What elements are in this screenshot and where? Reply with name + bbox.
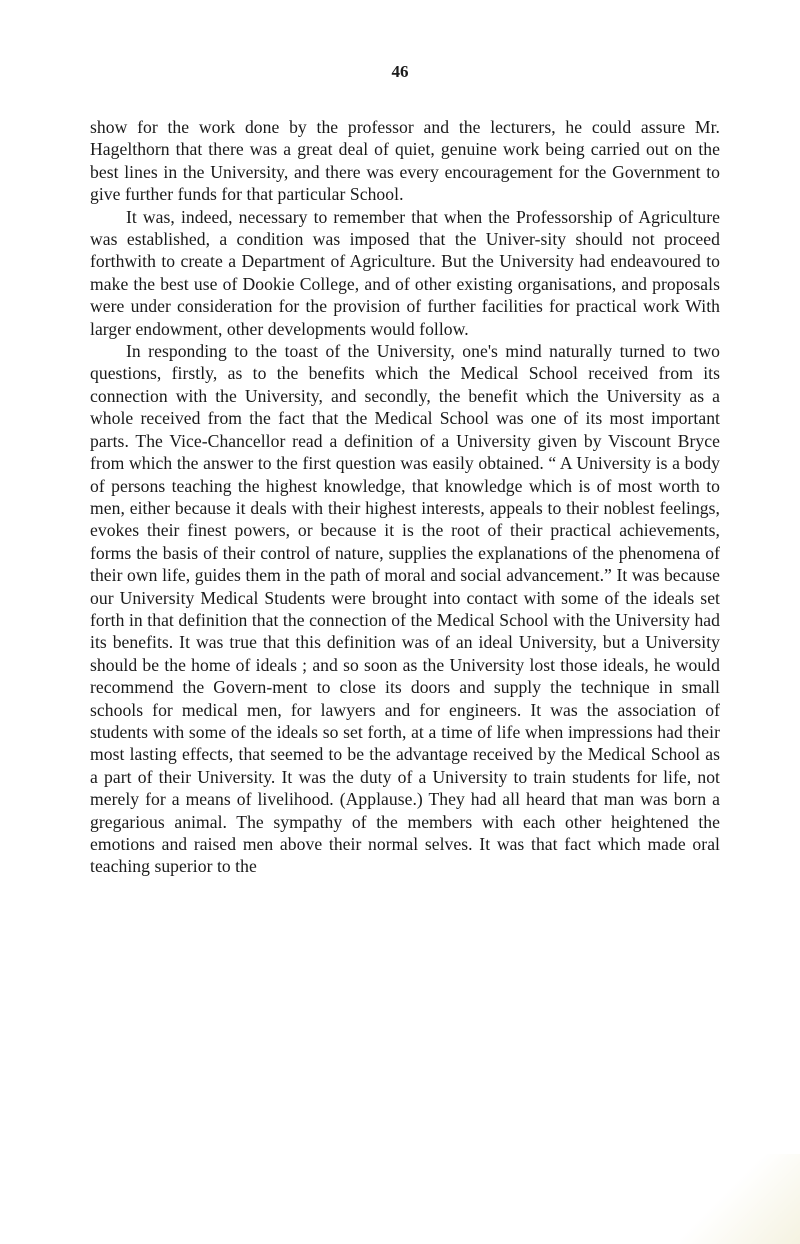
page-number: 46 <box>391 62 409 81</box>
paragraph-2: It was, indeed, necessary to remember that when the Professorship of Agriculture was established, a condition was imposed that the Univer-sity should not proceed forthwith to create a Department of Agriculture. But the University had endeavoured to make the best use of Dookie College, and of other existing organisations, and proposals were under consideration for the provision of further facilities for practical work With larger endowment, other developments would follow. <box>90 206 720 339</box>
paragraph-1: show for the work done by the professor and the lecturers, he could assure Mr. Hagelthorn that there was a great deal of quiet, genuine work being carried out on the best lines in the University, and there was every encouragement for the Government to give further funds for that particular School. <box>90 117 720 205</box>
paragraph-3: In responding to the toast of the University, one's mind naturally turned to two questions, firstly, as to the benefits which the Medical School received from its connection with the University, and secondly, the benefit which the University as a whole received from the fact that the Medical School was one of its most important parts. The Vice-Chancellor read a definition of a University given by Viscount Bryce from which the answer to the first question was easily obtained. “ A University is a body of persons teaching the highest knowledge, that knowledge which is of most worth to men, either because it deals with their highest interests, appeals to their noblest feelings, evokes their finest powers, or because it is the root of their practical achievements, forms the basis of their control of nature, supplies the explanations of the phenomena of their own life, guides them in the path of moral and social advancement.” It was because our University Medical Students were brought into contact with some of the ideals set forth in that definition that the connection of the Medical School with the University had its benefits. It was true that this definition was of an ideal University, but a University should be the home of ideals ; and so soon as the University lost those ideals, he would recommend the Govern-ment to close its doors and supply the technique in small schools for medical men, for lawyers and for engineers. It was the association of students with some of the ideals so set forth, at a time of life when impressions had their most lasting effects, that seemed to be the advantage received by the Medical School as a part of their University. It was the duty of a University to train students for life, not merely for a means of livelihood. (Applause.) They had all heard that man was born a gregarious animal. The sympathy of the members with each other heightened the emotions and raised men above their normal selves. It was that fact which made oral teaching superior to the <box>90 341 720 877</box>
paper-discoloration <box>680 1154 800 1244</box>
body-text <box>90 116 720 878</box>
